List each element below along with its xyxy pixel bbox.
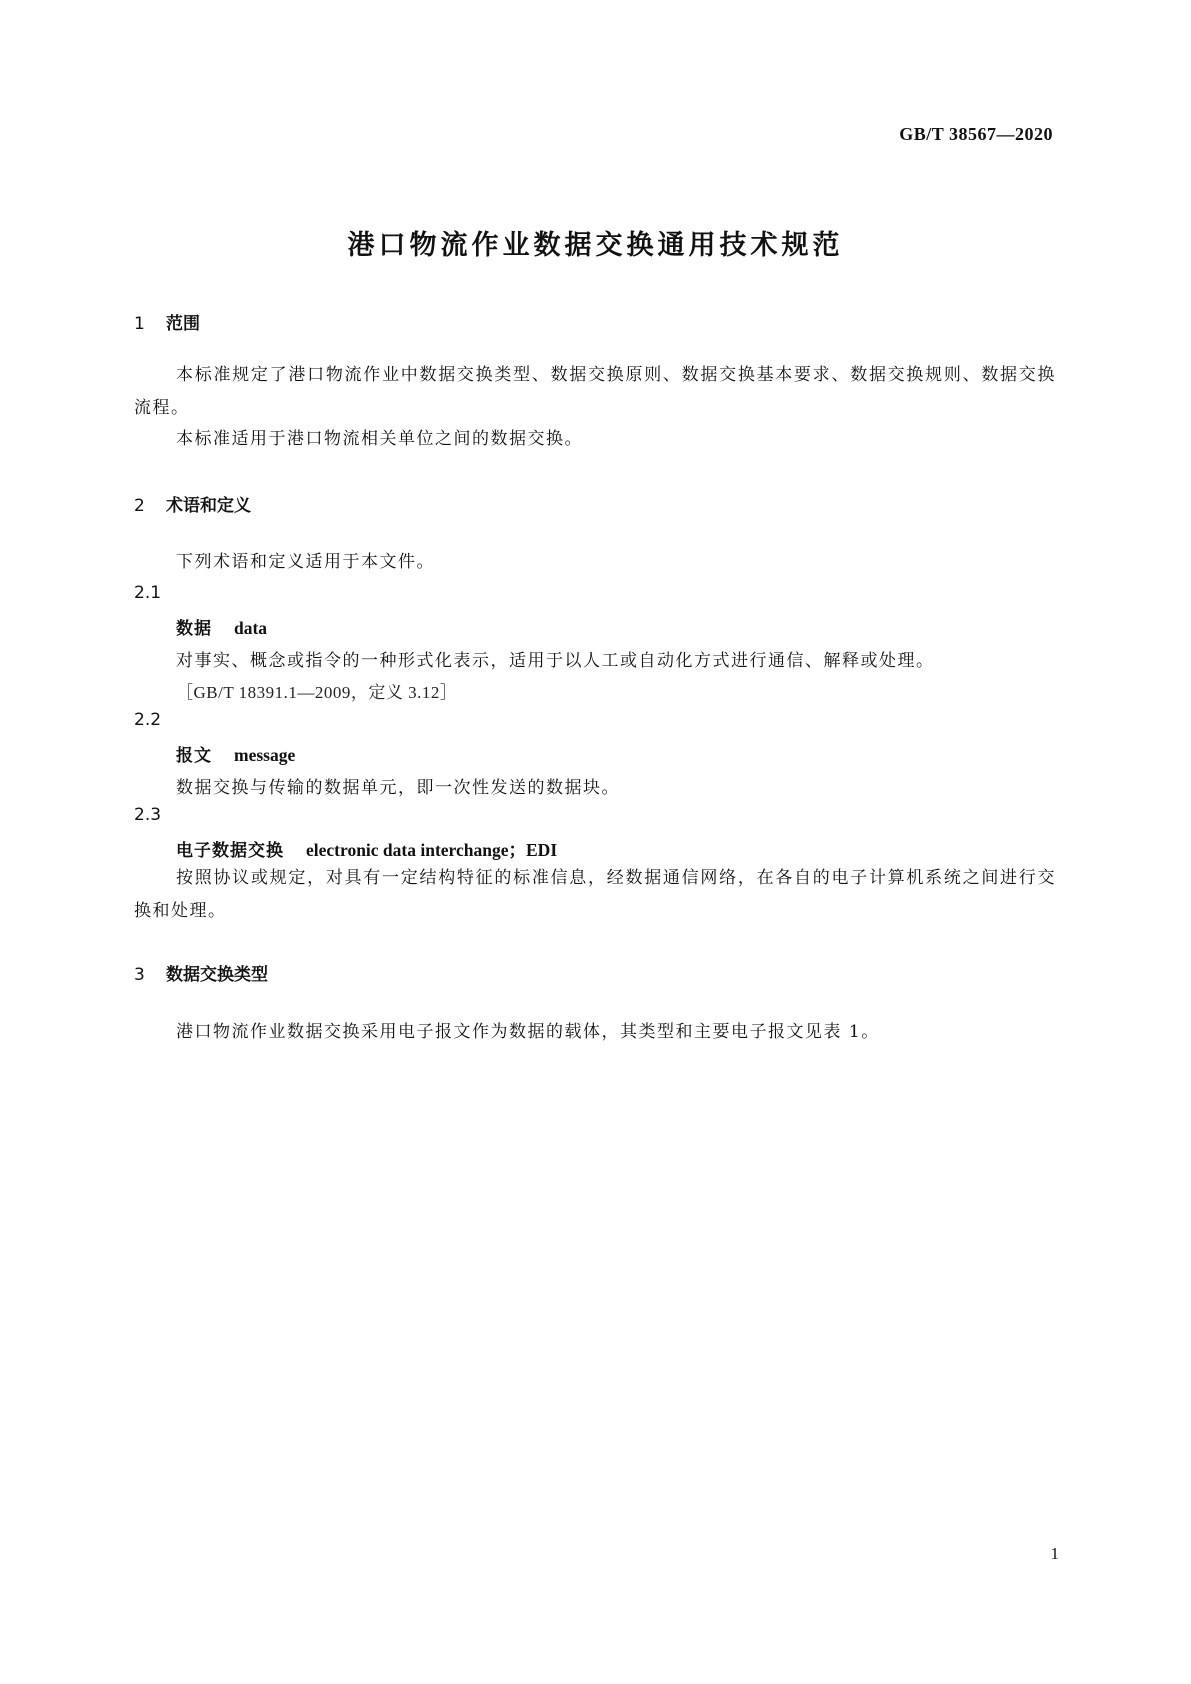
section-3-paragraph-1: 港口物流作业数据交换采用电子报文作为数据的载体，其类型和主要电子报文见表 1。	[176, 1022, 880, 1042]
section-3-heading	[134, 960, 268, 985]
section-number: 2	[134, 496, 145, 516]
term-english: message	[234, 745, 296, 765]
term-entry	[176, 614, 267, 639]
section-title: 范围	[166, 314, 200, 334]
term-chinese: 电子数据交换	[176, 841, 284, 861]
term-chinese: 数据	[176, 619, 212, 639]
term-source: ［GB/T 18391.1—2009，定义 3.12］	[176, 683, 458, 702]
section-1-paragraph-1: 本标准规定了港口物流作业中数据交换类型、数据交换原则、数据交换基本要求、数据交换规则、数据交换流程。	[134, 365, 1056, 418]
document-title: 港口物流作业数据交换通用技术规范	[347, 230, 844, 261]
section-1-heading	[134, 309, 200, 334]
section-2-intro: 下列术语和定义适用于本文件。	[176, 552, 435, 572]
term-english: electronic data interchange；EDI	[306, 840, 558, 860]
term-number: 2.2	[134, 710, 162, 730]
term-definition: 按照协议或规定，对具有一定结构特征的标准信息，经数据通信网络，在各自的电子计算机系统之间进行交换和处理。	[134, 868, 1056, 921]
page-number: 1	[1050, 1544, 1059, 1563]
section-number: 3	[134, 965, 145, 985]
section-1-paragraph-2: 本标准适用于港口物流相关单位之间的数据交换。	[176, 429, 583, 449]
term-english: data	[234, 618, 268, 638]
section-2-heading	[134, 491, 251, 516]
term-number: 2.3	[134, 805, 162, 825]
term-entry	[176, 836, 557, 862]
section-title: 数据交换类型	[166, 965, 268, 985]
term-number: 2.1	[134, 583, 162, 603]
section-number: 1	[134, 314, 145, 334]
term-definition: 对事实、概念或指令的一种形式化表示，适用于以人工或自动化方式进行通信、解释或处理。	[176, 651, 935, 671]
term-entry	[176, 741, 295, 766]
standard-code: GB/T 38567—2020	[899, 124, 1053, 144]
term-chinese: 报文	[176, 746, 212, 766]
section-title: 术语和定义	[166, 496, 251, 516]
term-definition: 数据交换与传输的数据单元，即一次性发送的数据块。	[176, 778, 620, 798]
